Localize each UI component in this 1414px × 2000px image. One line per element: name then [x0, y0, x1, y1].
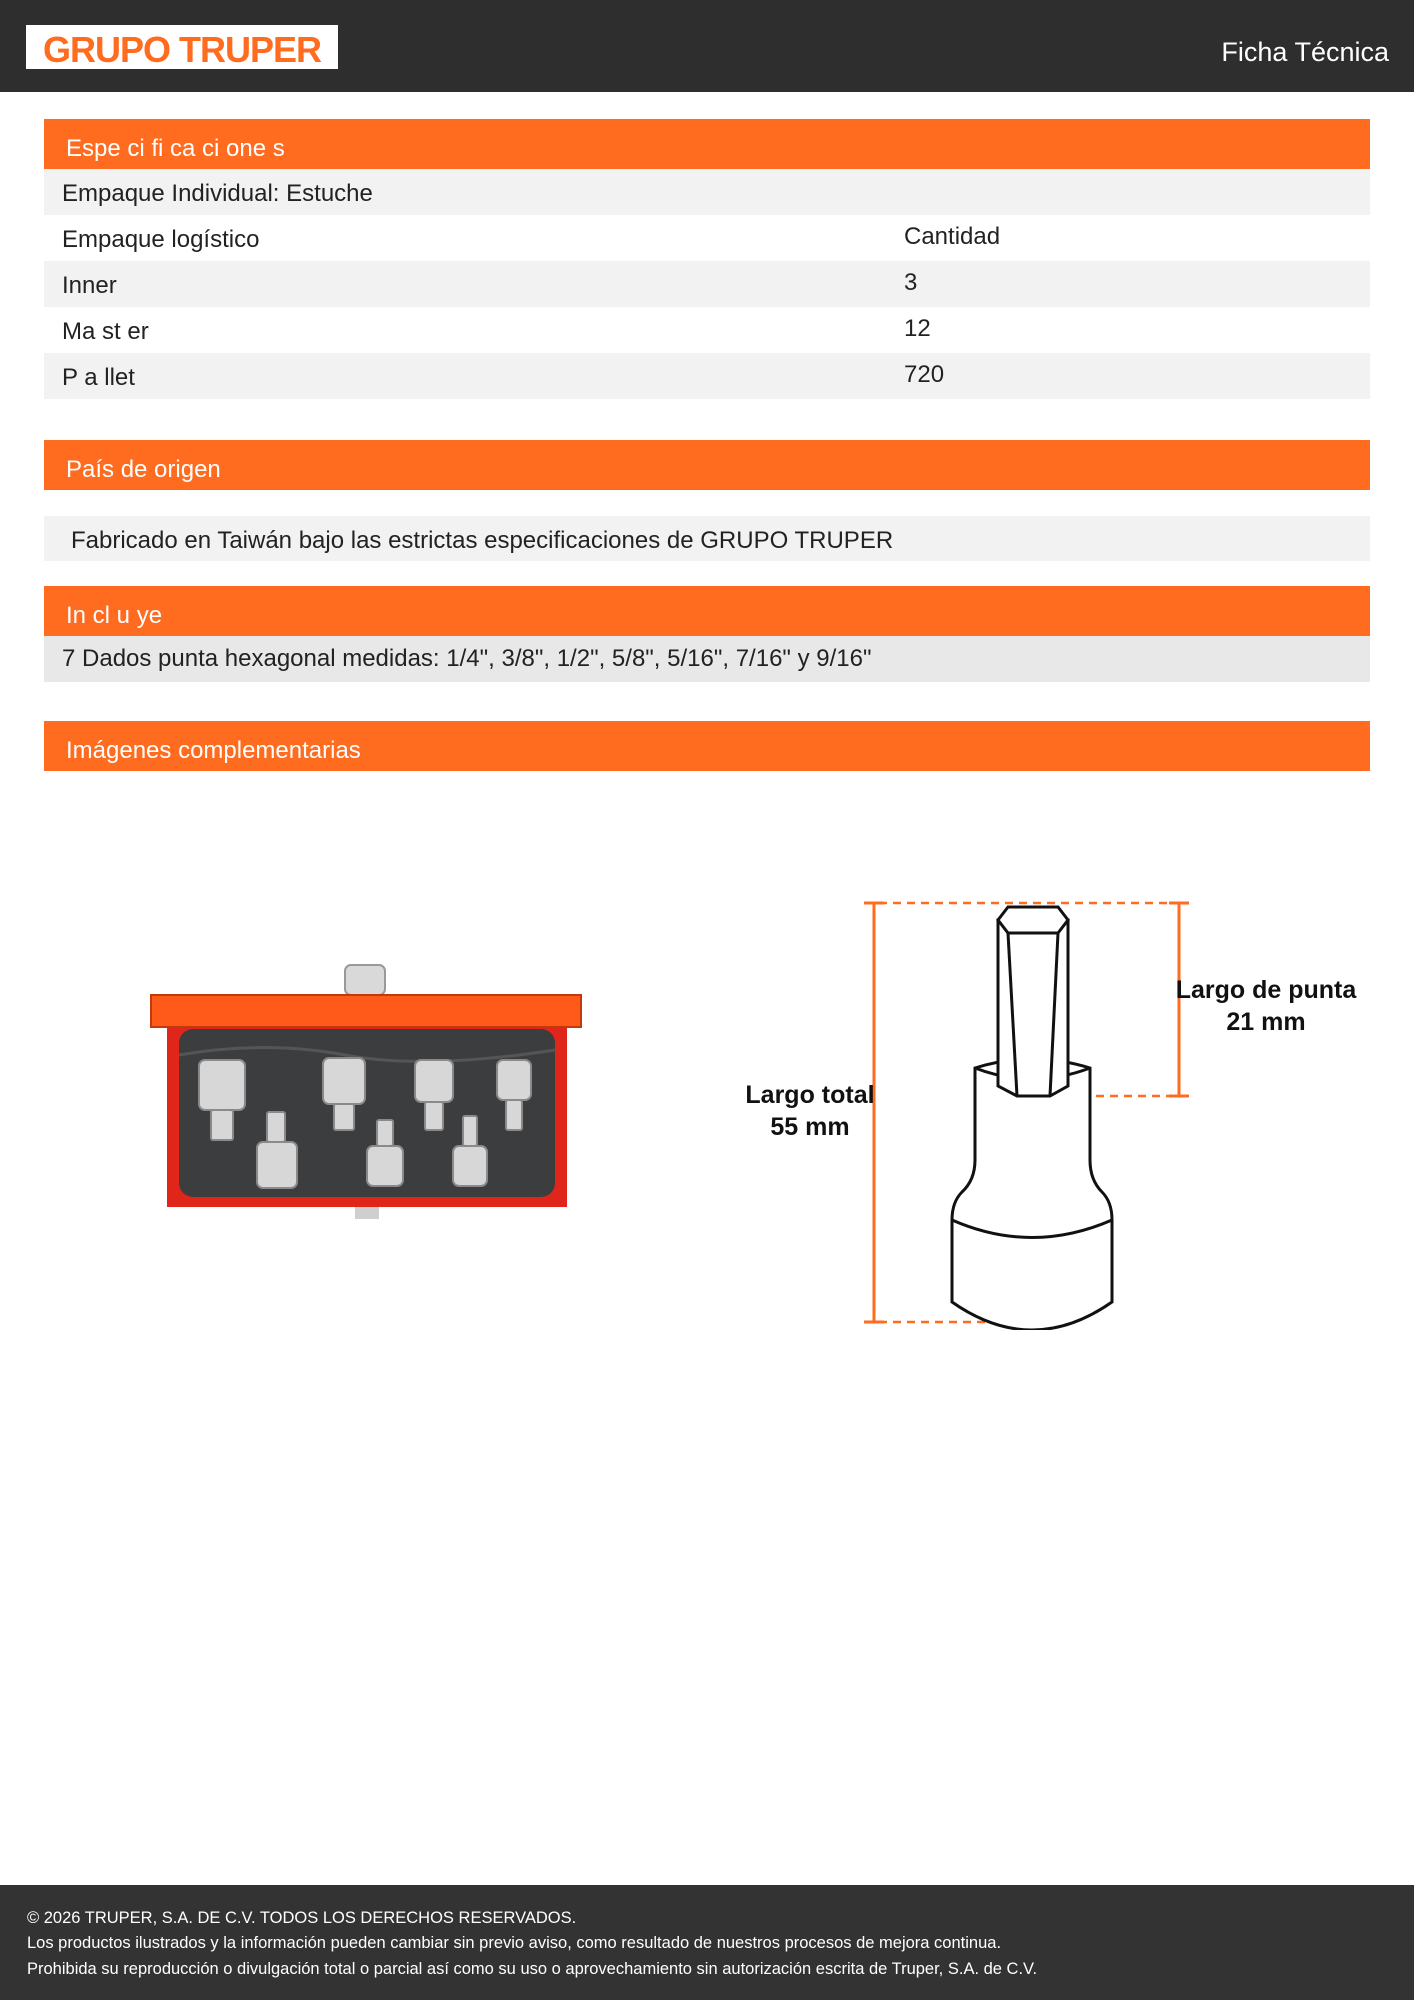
dimension-diagram: [740, 890, 1360, 1330]
tip-length-value: 21 mm: [1226, 1008, 1306, 1036]
section-images-header: [44, 721, 1370, 771]
spec-row-label: Ma st er: [62, 318, 149, 345]
section-title: Espe ci fi ca ci one s: [66, 135, 285, 162]
footer-copyright: © 2026 TRUPER, S.A. DE C.V. TODOS LOS DERECHOS RESERVADOS.: [27, 1909, 577, 1927]
page-header: [0, 0, 1414, 92]
footer-rights: Prohibida su reproducción o divulgación total o parcial así como su uso o aprovechamiento sin autorización escrita de Truper, S.A. de C.V.: [27, 1960, 1038, 1978]
origin-text: Fabricado en Taiwán bajo las estrictas especificaciones de GRUPO TRUPER: [71, 527, 894, 554]
total-length-value: 55 mm: [770, 1113, 850, 1141]
footer-disclaimer: Los productos ilustrados y la información pueden cambiar sin previo aviso, como resultado de nuestros procesos de mejora continua.: [27, 1934, 1002, 1952]
spec-row-value: 3: [904, 269, 918, 296]
section-title: In cl u ye: [66, 602, 163, 629]
section-title: Imágenes complementarias: [66, 737, 361, 764]
spec-row-label: Inner: [62, 272, 117, 299]
brand-logo-text: GRUPO TRUPER: [42, 29, 322, 69]
spec-row-value: 12: [904, 315, 931, 342]
includes-row: [44, 636, 1370, 682]
spec-row-label: P a llet: [62, 364, 135, 391]
spec-row-pallet: [44, 353, 1370, 399]
origin-row: [44, 516, 1370, 561]
section-includes-header: [44, 586, 1370, 636]
packaging-individual: Empaque Individual: Estuche: [62, 180, 373, 207]
tip-length-label: Largo de punta: [1175, 976, 1357, 1004]
spec-row-master: [44, 307, 1370, 353]
section-title: País de origen: [66, 456, 221, 483]
product-case-image: [145, 960, 585, 1260]
quantity-label: Cantidad: [904, 223, 1001, 250]
spec-row-value: 720: [904, 361, 945, 388]
spec-row-logistics-header: [44, 215, 1370, 261]
includes-text: 7 Dados punta hexagonal medidas: 1/4", 3/8", 1/2", 5/8", 5/16", 7/16" y 9/16": [62, 645, 872, 672]
section-specs-header: [44, 119, 1370, 169]
total-length-label: Largo total: [745, 1081, 875, 1109]
spec-row-inner: [44, 261, 1370, 307]
page-footer: [0, 1885, 1414, 2000]
brand-logo: [26, 25, 338, 69]
spec-row-packaging: [44, 169, 1370, 215]
logistics-label: Empaque logístico: [62, 226, 260, 253]
section-origin-header: [44, 440, 1370, 490]
document-type: Ficha Técnica: [1221, 37, 1389, 67]
